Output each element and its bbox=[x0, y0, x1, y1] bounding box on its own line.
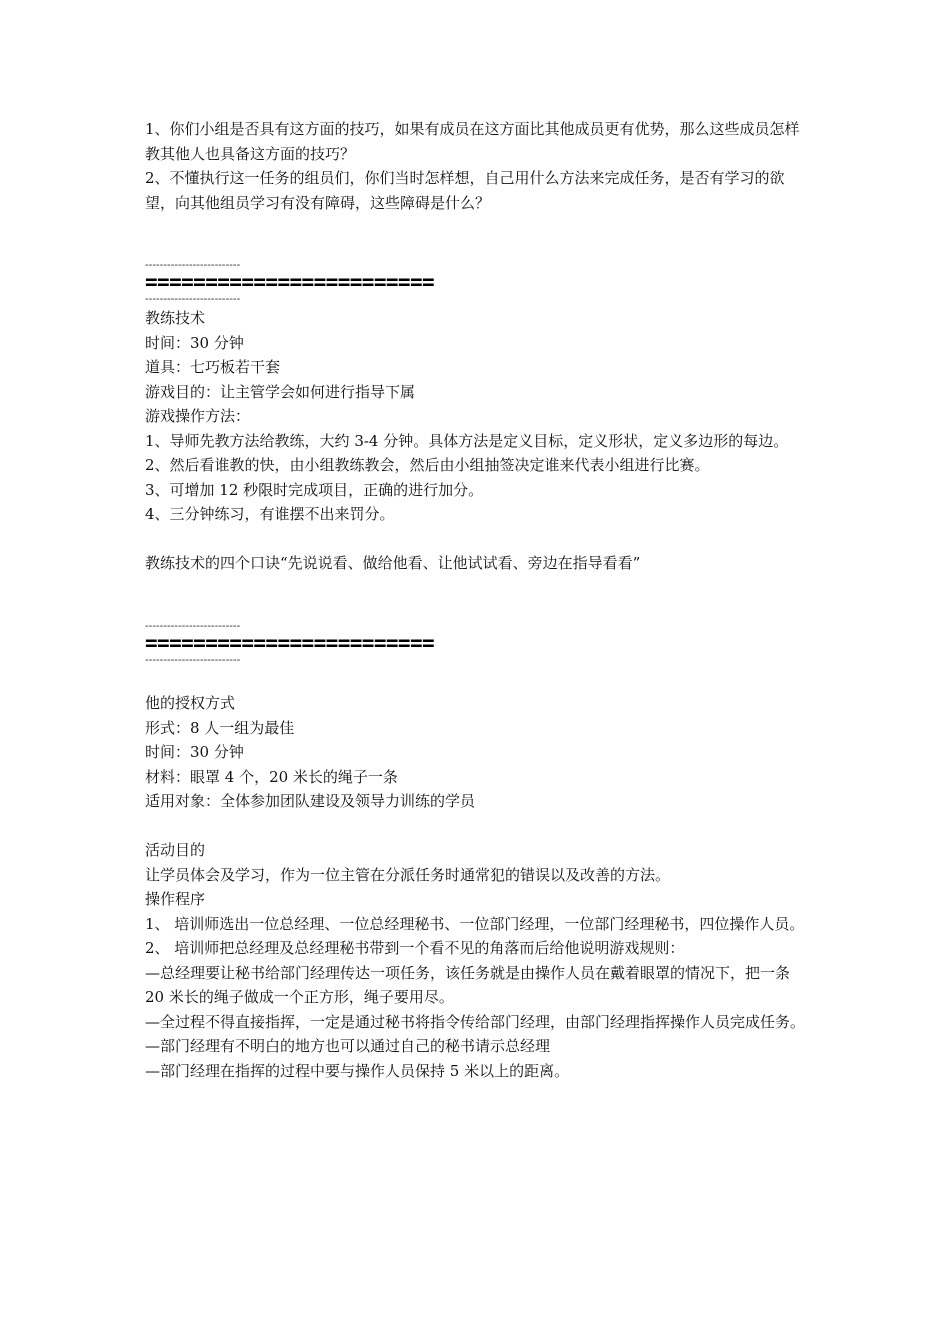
materials-text: 材料：眼罩 4 个，20 米长的绳子一条 bbox=[145, 767, 398, 786]
step-item: 2、然后看谁教的快，由小组教练教会，然后由小组抽签决定谁来代表小组进行比赛。 bbox=[145, 456, 710, 474]
procedure-title: 操作程序 bbox=[145, 890, 206, 908]
procedure-item: 2、 培训师把总经理及总经理秘书带到一个看不见的角落而后给他说明游戏规则： bbox=[145, 939, 685, 957]
dash-line: -------------------------- bbox=[145, 653, 241, 666]
question-1: 1、你们小组是否具有这方面的技巧，如果有成员在这方面比其他成员更有优势，那么这些成员怎样教其他人也具备这方面的技巧？ bbox=[145, 120, 800, 163]
step-item: 4、三分钟练习，有谁摆不出来罚分。 bbox=[145, 505, 395, 523]
time-text: 时间：30 分钟 bbox=[145, 743, 244, 761]
step-item: 3、可增加 12 秒限时完成项目，正确的进行加分。 bbox=[145, 480, 484, 499]
dash-line: -------------------------- bbox=[145, 293, 241, 305]
equals-line: ======================== bbox=[145, 632, 435, 653]
separator-2 bbox=[145, 619, 810, 667]
procedure-item: 1、 培训师选出一位总经理、一位总经理秘书、一位部门经理，一位部门经理秘书，四位操作人员。 bbox=[145, 914, 805, 933]
procedure-item: —部门经理在指挥的过程中要与操作人员保持 5 米以上的距离。 bbox=[145, 1061, 570, 1080]
time-text: 时间：30 分钟 bbox=[145, 333, 244, 352]
dash-line: -------------------------- bbox=[145, 259, 241, 271]
audience-text: 适用对象：全体参加团队建设及领导力训练的学员 bbox=[145, 792, 476, 810]
dash-line: -------------------------- bbox=[145, 619, 241, 632]
section-title: 他的授权方式 bbox=[145, 694, 236, 712]
equals-line: ======================== bbox=[145, 272, 435, 292]
document-page bbox=[145, 117, 810, 1083]
props-text: 道具：七巧板若干套 bbox=[145, 358, 281, 376]
section-title: 教练技术 bbox=[145, 309, 206, 327]
goal-text: 让学员体会及学习，作为一位主管在分派任务时通常犯的错误以及改善的方法。 bbox=[145, 865, 671, 884]
separator-1 bbox=[145, 258, 810, 306]
step-item: 1、导师先教方法给教练，大约 3-4 分钟。具体方法是定义目标，定义形状，定义多边形的每边。 bbox=[145, 431, 789, 450]
procedure-item: —全过程不得直接指挥，一定是通过秘书将指令传给部门经理，由部门经理指挥操作人员完成任务。 bbox=[145, 1012, 806, 1031]
form-text: 形式：8 人一组为最佳 bbox=[145, 718, 295, 737]
goal-title: 活动目的 bbox=[145, 841, 206, 859]
motto-text: 教练技术的四个口诀“先说说看、做给他看、让他试试看、旁边在指导看看” bbox=[145, 554, 641, 572]
procedure-item: —总经理要让秘书给部门经理传达一项任务，该任务就是由操作人员在戴着眼罩的情况下，把一条 20 米长的绳子做成一个正方形，绳子要用尽。 bbox=[145, 963, 791, 1006]
purpose-text: 游戏目的：让主管学会如何进行指导下属 bbox=[145, 382, 416, 401]
question-2: 2、不懂执行这一任务的组员们，你们当时怎样想，自己用什么方法来完成任务，是否有学习的欲望，向其他组员学习有没有障碍，这些障碍是什么？ bbox=[145, 169, 785, 212]
method-title: 游戏操作方法： bbox=[145, 407, 251, 425]
procedure-item: —部门经理有不明白的地方也可以通过自己的秘书请示总经理 bbox=[145, 1037, 551, 1055]
